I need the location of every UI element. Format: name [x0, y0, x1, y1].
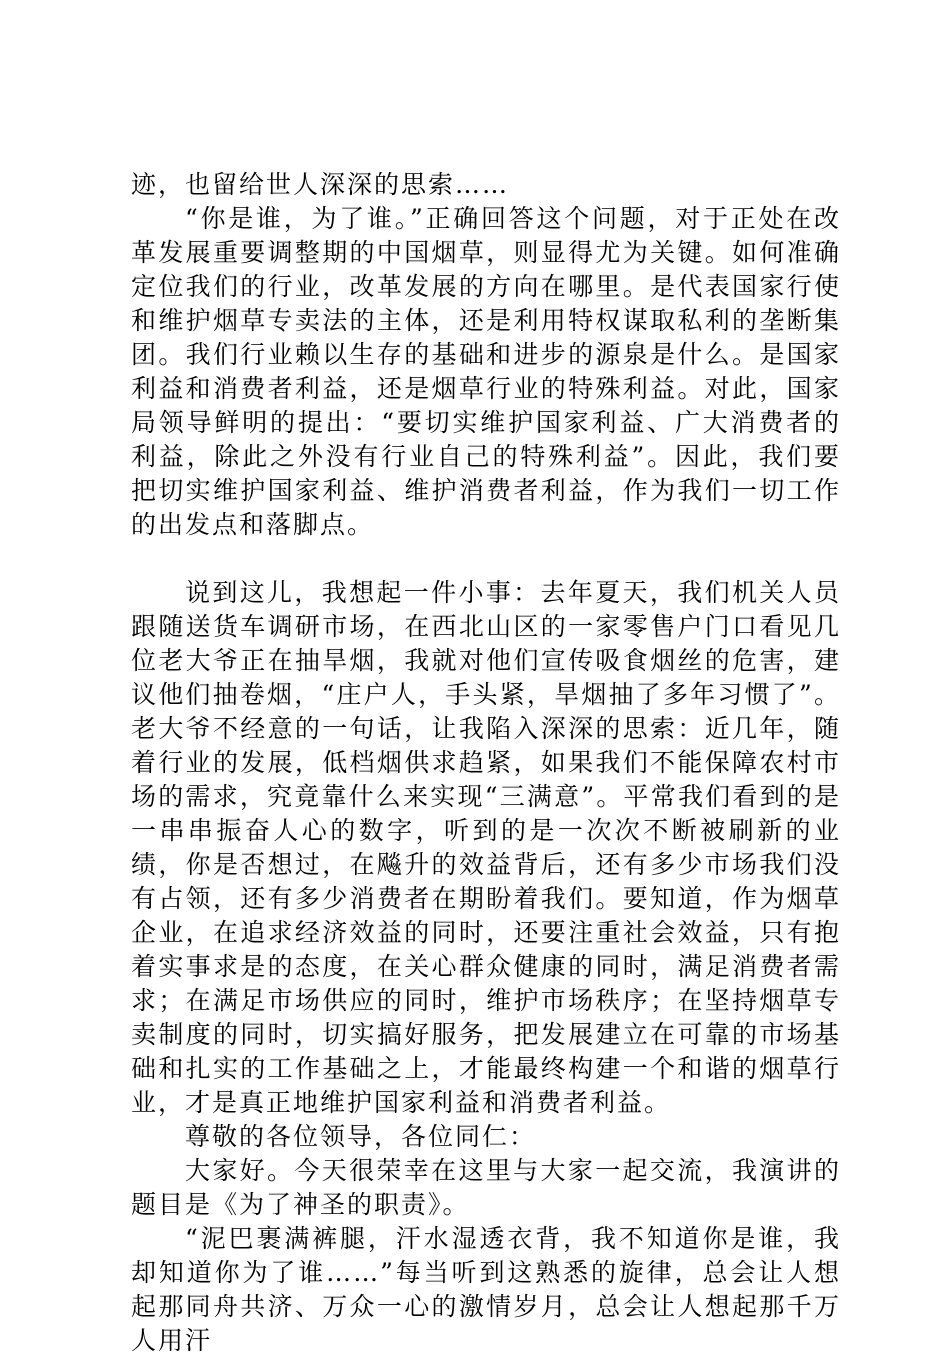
paragraph-who-for-whom: “你是谁，为了谁。”正确回答这个问题，对于正处在改革发展重要调整期的中国烟草，则显得尤为关键。如何准确定位我们的行业，改革发展的方向在哪里。是代表国家行使和维护烟草专卖法的主体，还是利用特权谋取私利的垄断集团。我们行业赖以生存的基础和进步的源泉是什么。是国家利益和消费者利益，还是烟草行业的特殊利益。对此，国家局领导鲜明的提出：“要切实维护国家利益、广大消费者的利益，除此之外没有行业自己的特殊利益”。因此，我们要把切实维护国家利益、维护消费者利益，作为我们一切工作的出发点和落脚点。 [131, 204, 841, 539]
body-text [131, 168, 841, 1358]
paragraph-greeting: 大家好。今天很荣幸在这里与大家一起交流，我演讲的题目是《为了神圣的职责》。 [131, 1156, 841, 1219]
paragraph-song-quote: “泥巴裹满裤腿，汗水湿透衣背，我不知道你是谁，我却知道你为了谁……”每当听到这熟悉的旋律，总会让人想起那同舟共济、万众一心的激情岁月，总会让人想起那千万人用汗 [131, 1224, 841, 1355]
paragraph-anecdote: 说到这儿，我想起一件小事：去年夏天，我们机关人员跟随送货车调研市场，在西北山区的一家零售户门口看见几位老大爷正在抽旱烟，我就对他们宣传吸食烟丝的危害，建议他们抽卷烟，“庄户人，手头紧，旱烟抽了多年习惯了”。老大爷不经意的一句话，让我陷入深深的思索：近几年，随着行业的发展，低档烟供求趋紧，如果我们不能保障农村市场的需求，究竟靠什么来实现“三满意”。平常我们看到的是一串串振奋人心的数字，听到的是一次次不断被刷新的业绩，你是否想过，在飚升的效益背后，还有多少市场我们没有占领，还有多少消费者在期盼着我们。要知道，作为烟草企业，在追求经济效益的同时，还要注重社会效益，只有抱着实事求是的态度，在关心群众健康的同时，满足消费者需求；在满足市场供应的同时，维护市场秩序；在坚持烟草专卖制度的同时，切实搞好服务，把发展建立在可靠的市场基础和扎实的工作基础之上，才能最终构建一个和谐的烟草行业，才是真正地维护国家利益和消费者利益。 [131, 578, 841, 1117]
paragraph-continuation: 迹，也留给世人深深的思索…… [131, 170, 510, 199]
paragraph-salutation: 尊敬的各位领导，各位同仁： [185, 1122, 537, 1151]
